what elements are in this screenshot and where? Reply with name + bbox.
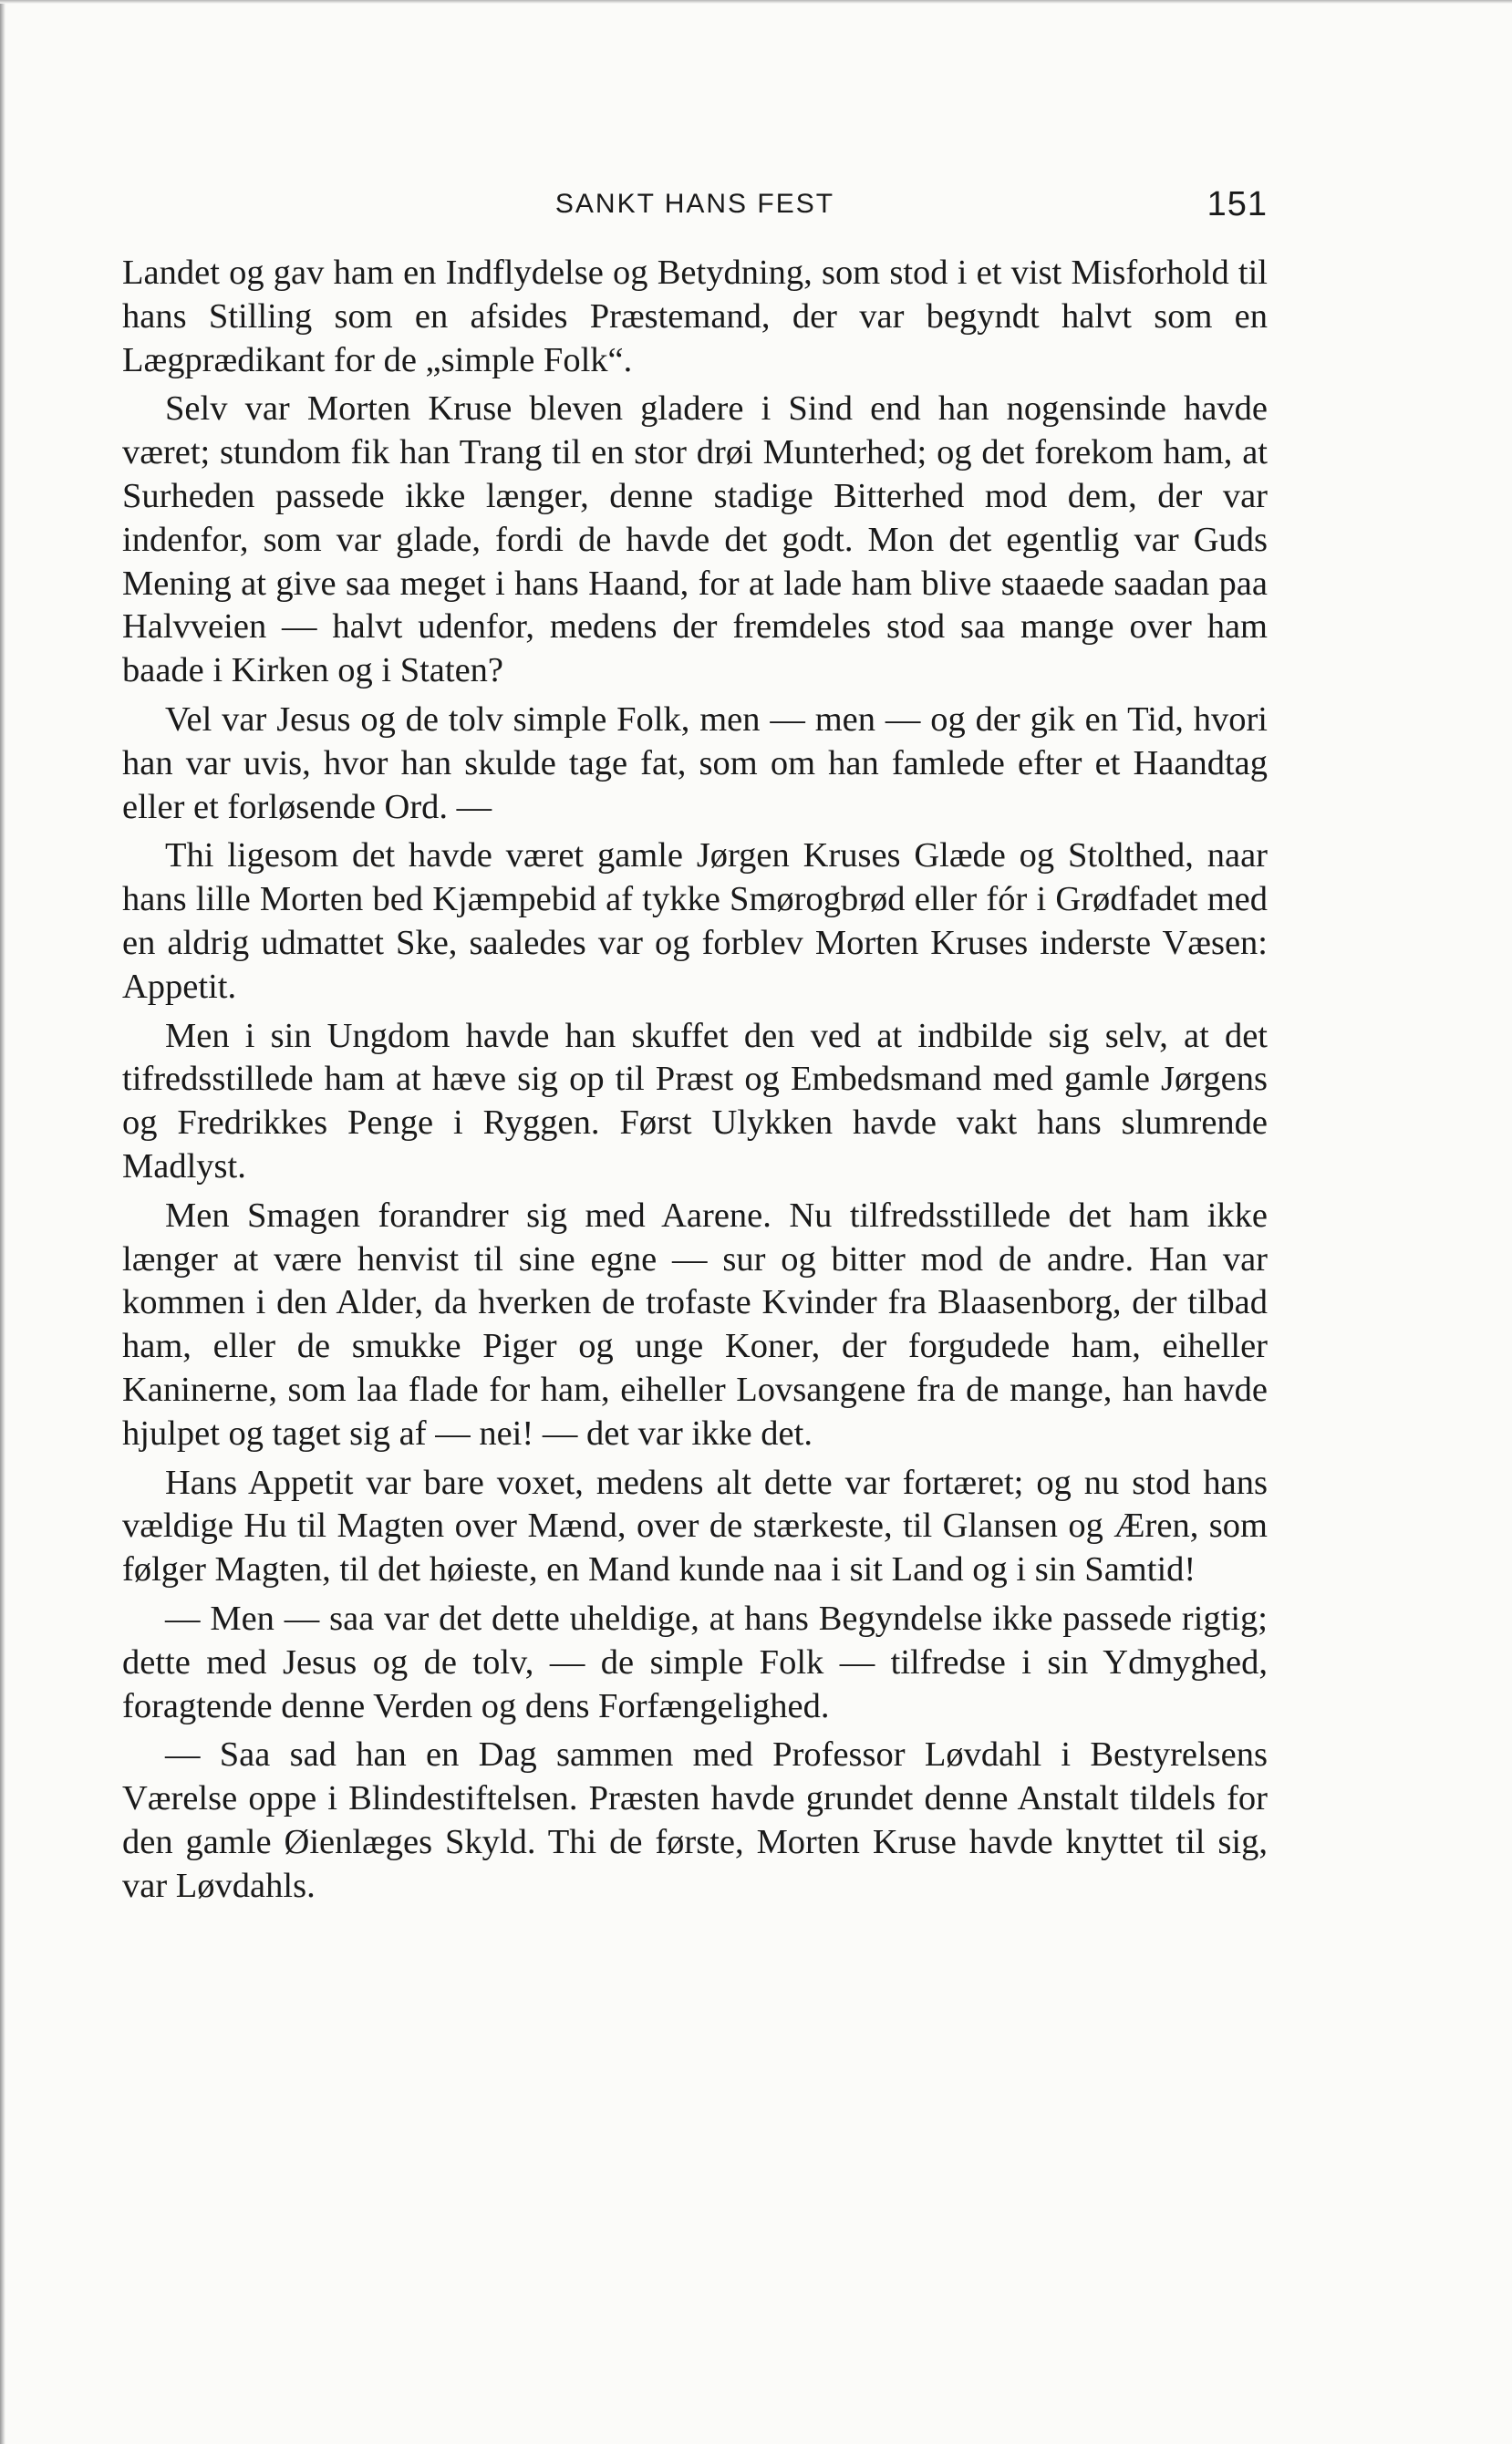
- body-text: [122, 252, 1268, 1913]
- paragraph: — Saa sad han en Dag sammen med Professor Løvdahl i Bestyrelsens Værelse oppe i Blindestiftelsen. Præsten havde grundet denne Anstalt tildels for den gamle Øienlæges Skyld. Thi de første, Morten Kruse havde knyttet til sig, var Løvdahls.: [122, 1735, 1268, 1905]
- paragraph: — Men — saa var det dette uheldige, at hans Begyndelse ikke passede rigtig; dette med Jesus og de tolv, — de simple Folk — tilfredse i sin Ydmyghed, foragtende denne Verden og dens Forfængelighed.: [122, 1599, 1268, 1725]
- paragraph: Men Smagen forandrer sig med Aarene. Nu tilfredsstillede det ham ikke længer at være henvist til sine egne — sur og bitter mod de andre. Han var kommen i den Alder, da hverken de trofaste Kvinder fra Blaasenborg, der tilbad ham, eller de smukke Piger og unge Koner, der forgudede ham, eiheller Kaninerne, som laa flade for ham, eiheller Lovsangene fra de mange, han havde hjulpet og taget sig af — nei! — det var ikke det.: [122, 1196, 1268, 1453]
- running-head: [122, 185, 1268, 231]
- page-edge-shadow-top: [0, 0, 1512, 4]
- paragraph: Landet og gav ham en Indflydelse og Betydning, som stod i et vist Misforhold til hans Stilling som en afsides Præstemand, der var begyndt halvt som en Lægprædikant for de „simple Folk“.: [122, 254, 1268, 379]
- paragraph: Thi ligesom det havde været gamle Jørgen Kruses Glæde og Stolthed, naar hans lille Morten bed Kjæmpebid af tykke Smørogbrød eller fór i Grødfadet med en aldrig udmattet Ske, saaledes var og forblev Morten Kruses inderste Væsen: Appetit.: [122, 836, 1268, 1006]
- paragraph: Hans Appetit var bare voxet, medens alt dette var fortæret; og nu stod hans vældige Hu til Magten over Mænd, over de stærkeste, til Glansen og Æren, som følger Magten, til det høieste, en Mand kunde naa i sit Land og i sin Samtid!: [122, 1463, 1268, 1590]
- paragraph: Men i sin Ungdom havde han skuffet den ved at indbilde sig selv, at det tifredsstillede ham at hæve sig op til Præst og Embedsmand med gamle Jørgens og Fredrikkes Penge i Ryggen. Først Ulykken havde vakt hans slumrende Madlyst.: [122, 1016, 1268, 1186]
- page-number: 151: [1206, 185, 1268, 223]
- paragraph: Selv var Morten Kruse bleven gladere i Sind end han nogensinde havde været; stundom fik han Trang til en stor drøi Munterhed; og det forekom ham, at Surheden passede ikke længer, denne stadige Bitterhed mod dem, der var indenfor, som var glade, fordi de havde det godt. Mon det egentlig var Guds Mening at give saa meget i hans Haand, for at lade ham blive staaede saadan paa Halvveien — halvt udenfor, medens der fremdeles stod saa mange over ham baade i Kirken og i Staten?: [122, 389, 1268, 690]
- paragraph: Vel var Jesus og de tolv simple Folk, men — men — og der gik en Tid, hvori han var uvis, hvor han skulde tage fat, som om han famlede efter et Haandtag eller et forløsende Ord. —: [122, 699, 1268, 826]
- page-edge-shadow-left: [0, 0, 5, 2444]
- running-title: SANKT HANS FEST: [554, 189, 835, 219]
